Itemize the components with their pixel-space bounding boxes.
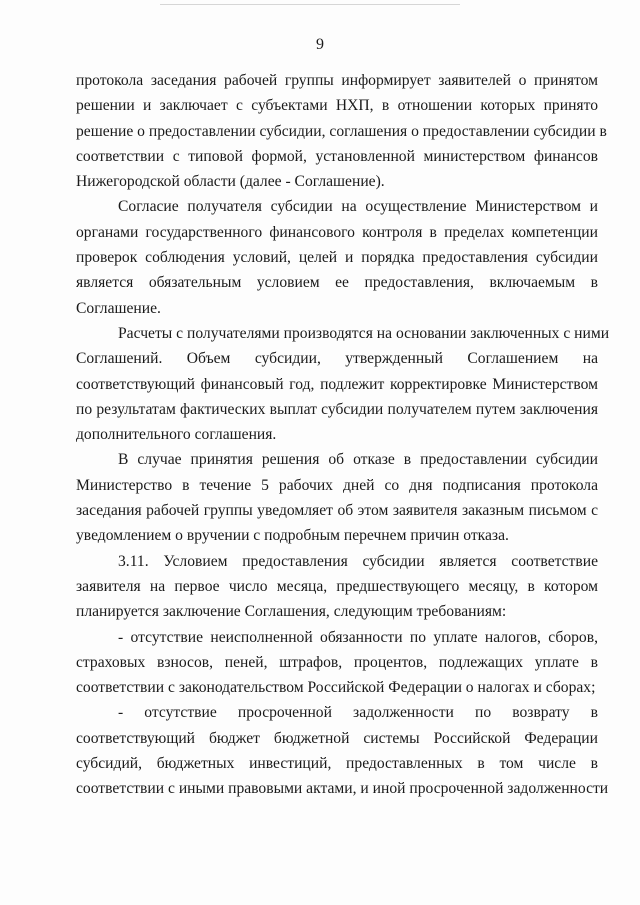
text-line: - отсутствие просроченной задолженности по возврату в [118,704,598,722]
text-line: Нижегородской области (далее - Соглашение). [76,173,385,191]
paragraph-p7 [76,700,609,801]
text-line: является обязательным условием ее предоставления, включаемым в [76,274,598,292]
page-number: 9 [316,36,324,53]
paragraph-p6 [76,625,598,701]
text-line: соответствующий бюджет бюджетной системы Российской Федерации [76,729,598,747]
document-body [76,68,610,802]
paragraph-p4 [76,447,598,548]
paragraph-p2 [76,194,598,320]
text-line: Соглашение. [76,299,161,317]
text-line: Расчеты с получателями производятся на основании заключенных с ними [118,324,610,342]
text-line: уведомлением о вручении с подробным перечнем причин отказа. [76,527,509,545]
text-line: Согласие получателя субсидии на осуществление Министерством и [118,198,598,216]
text-line: Соглашений. Объем субсидии, утвержденный Соглашением на [76,350,598,368]
text-line: планируется заключение Соглашения, следующим требованиям: [76,603,507,621]
text-line: заседания рабочей группы уведомляет об этом заявителя заказным письмом с [76,502,598,520]
text-line: соответствии с типовой формой, установленной министерством финансов [76,147,598,165]
text-line: субсидий, бюджетных инвестиций, предоставленных в том числе в [76,755,598,773]
text-line: соответствующий финансовый год, подлежит корректировке Министерством [76,375,598,393]
text-line: дополнительного соглашения. [76,426,277,444]
text-line: В случае принятия решения об отказе в предоставлении субсидии [118,451,598,469]
text-line: Министерство в течение 5 рабочих дней со дня подписания протокола [76,476,598,494]
text-line: страховых взносов, пеней, штрафов, процентов, подлежащих уплате в [76,653,598,671]
text-line: протокола заседания рабочей группы информирует заявителей о принятом [76,72,598,89]
paragraph-p5 [76,549,598,625]
text-line: решении и заключает с субъектами НХП, в отношении которых принято [76,97,598,115]
text-line: органами государственного финансового контроля в пределах компетенции [76,223,598,241]
text-line: 3.11. Условием предоставления субсидии является соответствие [118,552,598,570]
scan-edge-line [160,4,460,5]
text-line: решение о предоставлении субсидии, соглашения о предоставлении субсидии в [76,122,607,140]
text-line: соответствии с иными правовыми актами, и иной просроченной задолженности [76,780,609,798]
text-line: заявителя на первое число месяца, предшествующего месяцу, в котором [76,577,598,595]
paragraph-p1 [76,68,607,194]
paragraph-p3 [76,321,610,447]
text-line: по результатам фактических выплат субсидии получателем путем заключения [76,400,598,418]
text-line: соответствии с законодательством Российской Федерации о налогах и сборах; [76,679,596,697]
text-line: проверок соблюдения условий, целей и порядка предоставления субсидии [76,249,598,267]
text-line: - отсутствие неисполненной обязанности по уплате налогов, сборов, [118,628,598,646]
